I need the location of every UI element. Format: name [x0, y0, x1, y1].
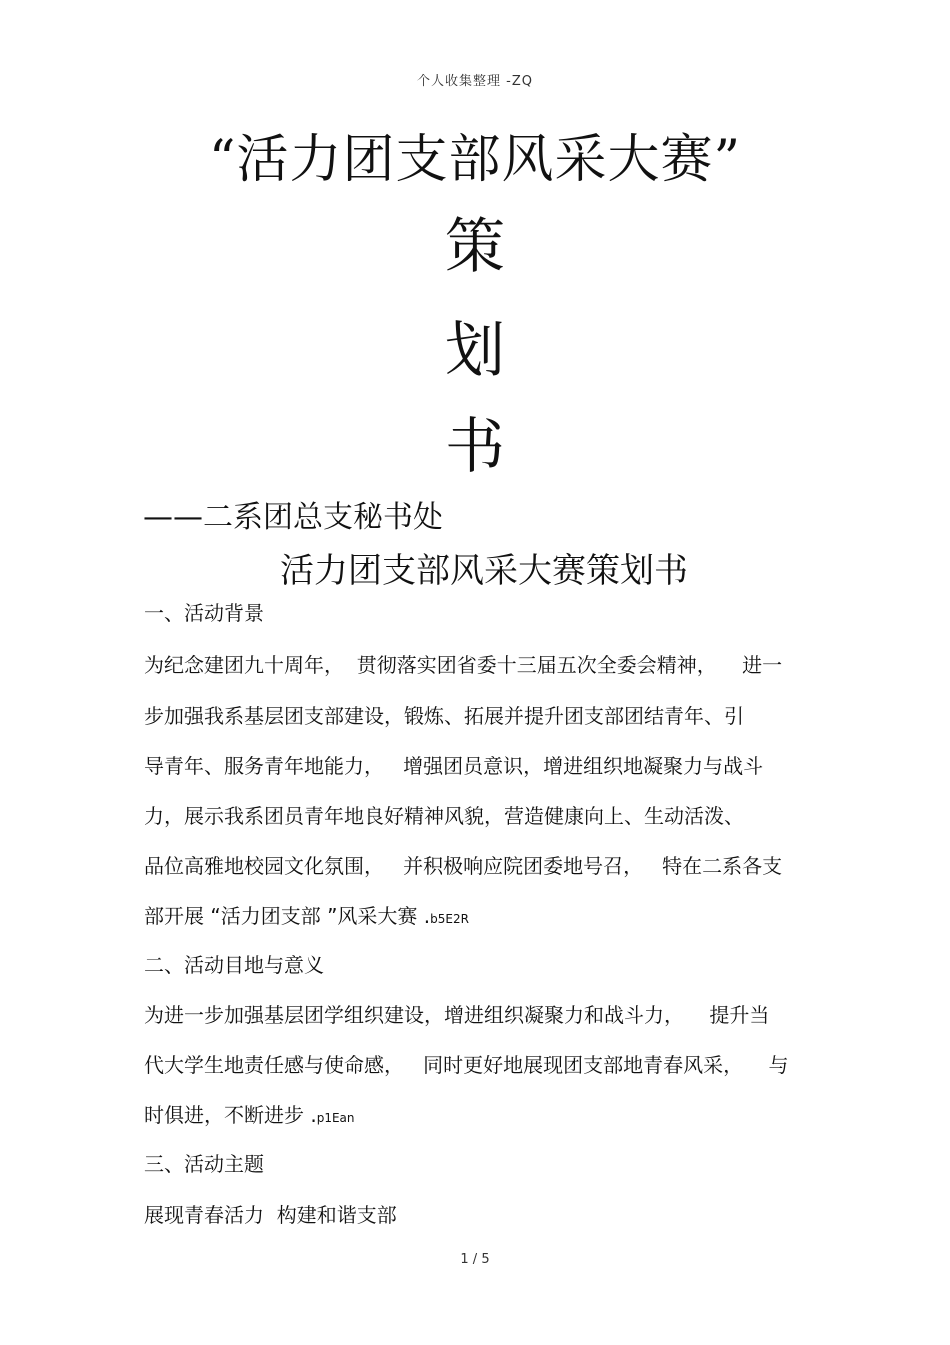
paragraph-line: 为纪念建团九十周年， 贯彻落实团省委十三届五次全委会精神， 进一 — [144, 653, 783, 677]
page-number: 1 / 5 — [460, 1252, 490, 1267]
paragraph-line: 品位高雅地校园文化氛围， 并积极响应院团委地号召， 特在二系各支 — [144, 854, 783, 878]
document-subtitle: 活力团支部风采大赛策划书 — [280, 551, 688, 591]
section-heading-theme: 三、活动主题 — [144, 1152, 264, 1176]
paragraph-line: 步加强我系基层团支部建设，锻炼、拓展并提升团支部团结青年、引 — [144, 704, 744, 728]
section-heading-background: 一、活动背景 — [144, 601, 264, 625]
document-title: “活力团支部风采大赛” — [208, 130, 742, 190]
title-char-2: 划 — [445, 316, 505, 386]
theme-text: 展现青春活力 构建和谐支部 — [144, 1203, 397, 1227]
paragraph-line: 为进一步加强基层团学组织建设，增进组织凝聚力和战斗力， 提升当 — [144, 1003, 770, 1027]
watermark-code: p1Ean — [316, 1111, 355, 1125]
paragraph-text: 部开展 “活力团支部 ”风采大赛 . — [144, 904, 431, 928]
paragraph-line: 力，展示我系团员青年地良好精神风貌，营造健康向上、生动活泼、 — [144, 804, 744, 828]
department-line: ——二系团总支秘书处 — [143, 500, 443, 535]
title-char-1: 策 — [445, 212, 505, 282]
page-header: 个人收集整理 -ZQ — [417, 74, 533, 89]
paragraph-last-line — [144, 901, 809, 934]
paragraph-line: 导青年、服务青年地能力， 增强团员意识，增进组织地凝聚力与战斗 — [144, 754, 764, 778]
section-heading-purpose: 二、活动目地与意义 — [144, 953, 324, 977]
paragraph-line: 代大学生地责任感与使命感， 同时更好地展现团支部地青春风采， 与 — [144, 1053, 789, 1077]
title-char-3: 书 — [445, 412, 505, 482]
watermark-code: b5E2R — [430, 912, 469, 926]
paragraph-last-line — [144, 1100, 809, 1133]
paragraph-text: 时俱进，不断进步 . — [144, 1103, 317, 1127]
